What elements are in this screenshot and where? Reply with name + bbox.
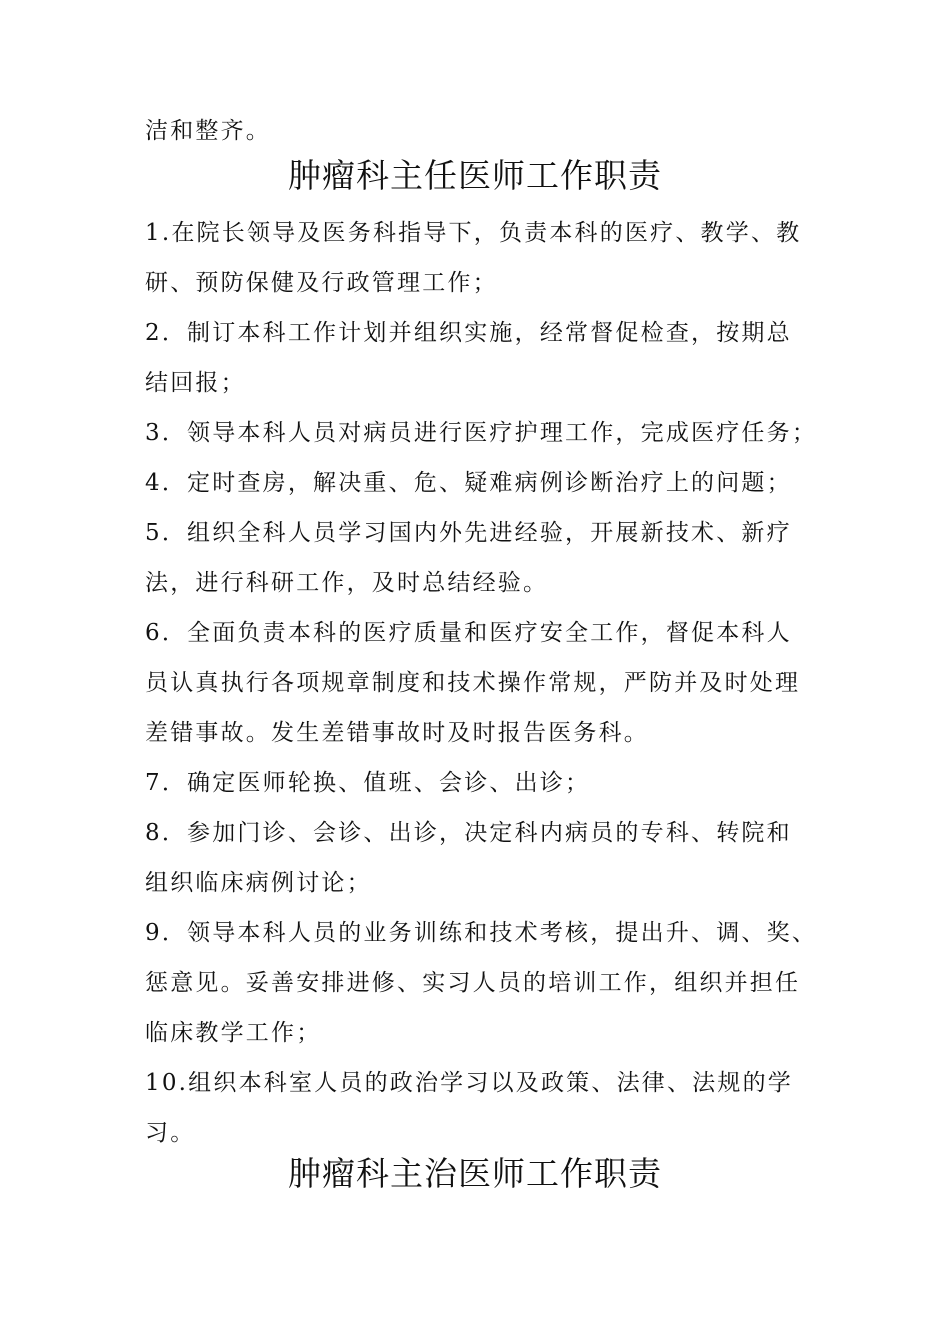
text-line: 6．全面负责本科的医疗质量和医疗安全工作，督促本科人: [145, 620, 792, 646]
text-line: 2．制订本科工作计划并组织实施，经常督促检查，按期总: [145, 320, 792, 346]
text-line: 9．领导本科人员的业务训练和技术考核，提出升、调、奖、: [145, 920, 818, 946]
text-line: 洁和整齐。: [145, 118, 271, 144]
text-line: 10.组织本科室人员的政治学习以及政策、法律、法规的学: [145, 1070, 793, 1096]
text-line: 习。: [145, 1120, 196, 1146]
text-line: 4．定时查房，解决重、危、疑难病例诊断治疗上的问题；: [145, 470, 792, 496]
text-line: 1.在院长领导及医务科指导下，负责本科的医疗、教学、教: [145, 220, 802, 246]
text-line: 差错事故。发生差错事故时及时报告医务科。: [145, 720, 649, 746]
text-line: 惩意见。妥善安排进修、实习人员的培训工作，组织并担任: [145, 970, 801, 996]
text-line: 研、预防保健及行政管理工作；: [145, 270, 498, 296]
text-line: 7．确定医师轮换、值班、会诊、出诊；: [145, 770, 591, 796]
section-heading-attending-physician: 肿瘤科主治医师工作职责: [288, 1154, 662, 1193]
text-line: 组织临床病例讨论；: [145, 870, 372, 896]
text-line: 5．组织全科人员学习国内外先进经验，开展新技术、新疗: [145, 520, 792, 546]
text-line: 3．领导本科人员对病员进行医疗护理工作，完成医疗任务；: [145, 420, 818, 446]
text-line: 临床教学工作；: [145, 1020, 322, 1046]
text-line: 8．参加门诊、会诊、出诊，决定科内病员的专科、转院和: [145, 820, 792, 846]
text-line: 法，进行科研工作，及时总结经验。: [145, 570, 549, 596]
text-line: 结回报；: [145, 370, 246, 396]
section-heading-chief-physician: 肿瘤科主任医师工作职责: [288, 156, 662, 195]
text-line: 员认真执行各项规章制度和技术操作常规，严防并及时处理: [145, 670, 801, 696]
